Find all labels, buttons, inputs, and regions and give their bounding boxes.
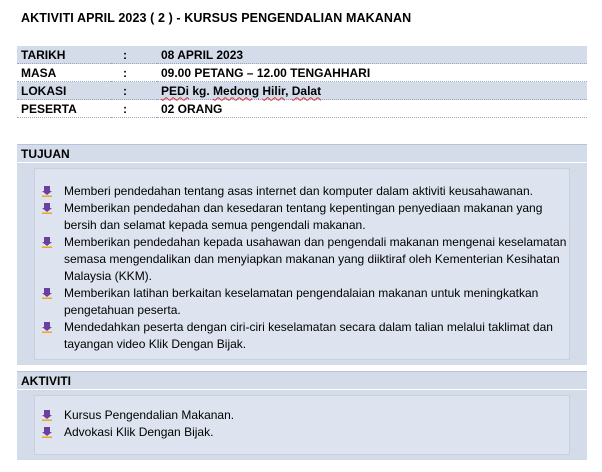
info-row-lokasi: [17, 82, 587, 100]
tujuan-panel: [34, 168, 570, 360]
tujuan-box: [17, 163, 587, 365]
list-item: [35, 285, 569, 319]
value-part: Dalat: [291, 83, 322, 98]
value-part: Medong: [213, 83, 260, 98]
value-part: PEDi: [161, 83, 190, 98]
info-sep: :: [111, 100, 157, 118]
arrow-bullet-icon: [42, 288, 52, 299]
aktiviti-panel: [34, 395, 570, 455]
list-item: [35, 319, 569, 353]
page-title: AKTIVITI APRIL 2023 ( 2 ) - KURSUS PENGENDALIAN MAKANAN: [21, 11, 412, 25]
arrow-bullet-icon: [42, 322, 52, 333]
arrow-bullet-icon: [42, 410, 52, 421]
list-item-text: Memberi pendedahan tentang asas internet dan komputer dalam aktiviti keusahawanan.: [64, 184, 533, 198]
list-item-text: Memberikan pendedahan kepada usahawan dan pengendali makanan mengenai keselamatan semasa mengendalikan dan menyiapkan makanan yang diiktiraf oleh Kementerian Kesihatan Malaysia (KKM).: [64, 235, 567, 283]
list-item-text: Kursus Pengendalian Makanan.: [64, 408, 235, 422]
list-item-text: Memberikan latihan berkaitan keselamatan pengendalaian makanan untuk meningkatkan pengetahuan peserta.: [64, 286, 539, 317]
info-value: 09.00 PETANG – 12.00 TENGAHHARI: [157, 64, 587, 82]
info-row-peserta: [17, 100, 587, 118]
list-item-text: Advokasi Klik Dengan Bijak.: [64, 425, 214, 439]
aktiviti-list: [35, 407, 569, 441]
info-value: 02 ORANG: [157, 100, 587, 118]
info-row-tarikh: [17, 46, 587, 64]
info-key: MASA: [17, 64, 111, 82]
aktiviti-box: [17, 390, 587, 460]
list-item: [35, 200, 569, 234]
info-row-masa: [17, 64, 587, 82]
list-item: [35, 424, 569, 441]
arrow-bullet-icon: [42, 427, 52, 438]
value-part: kg.: [189, 83, 214, 98]
value-part: ,: [285, 83, 292, 98]
info-sep: :: [111, 82, 157, 100]
value-part: Hilir: [262, 83, 286, 98]
list-item: [35, 183, 569, 200]
tujuan-heading: TUJUAN: [17, 144, 587, 162]
arrow-bullet-icon: [42, 203, 52, 214]
arrow-bullet-icon: [42, 237, 52, 248]
info-sep: :: [111, 64, 157, 82]
aktiviti-heading: AKTIVITI: [17, 371, 587, 389]
info-key: LOKASI: [17, 82, 111, 100]
tujuan-list: [35, 183, 569, 353]
arrow-bullet-icon: [42, 186, 52, 197]
info-sep: :: [111, 46, 157, 64]
info-value: [157, 82, 587, 100]
info-table: [17, 46, 587, 118]
info-key: TARIKH: [17, 46, 111, 64]
list-item-text: Memberikan pendedahan dan kesedaran tentang kepentingan penyediaan makanan yang bersih dan selamat kepada semua pengendali makanan.: [64, 201, 543, 232]
info-value: 08 APRIL 2023: [157, 46, 587, 64]
info-key: PESERTA: [17, 100, 111, 118]
list-item-text: Mendedahkan peserta dengan ciri-ciri keselamatan secara dalam talian melalui taklimat dan tayangan video Klik Dengan Bijak.: [64, 320, 553, 351]
list-item: [35, 234, 569, 285]
list-item: [35, 407, 569, 424]
